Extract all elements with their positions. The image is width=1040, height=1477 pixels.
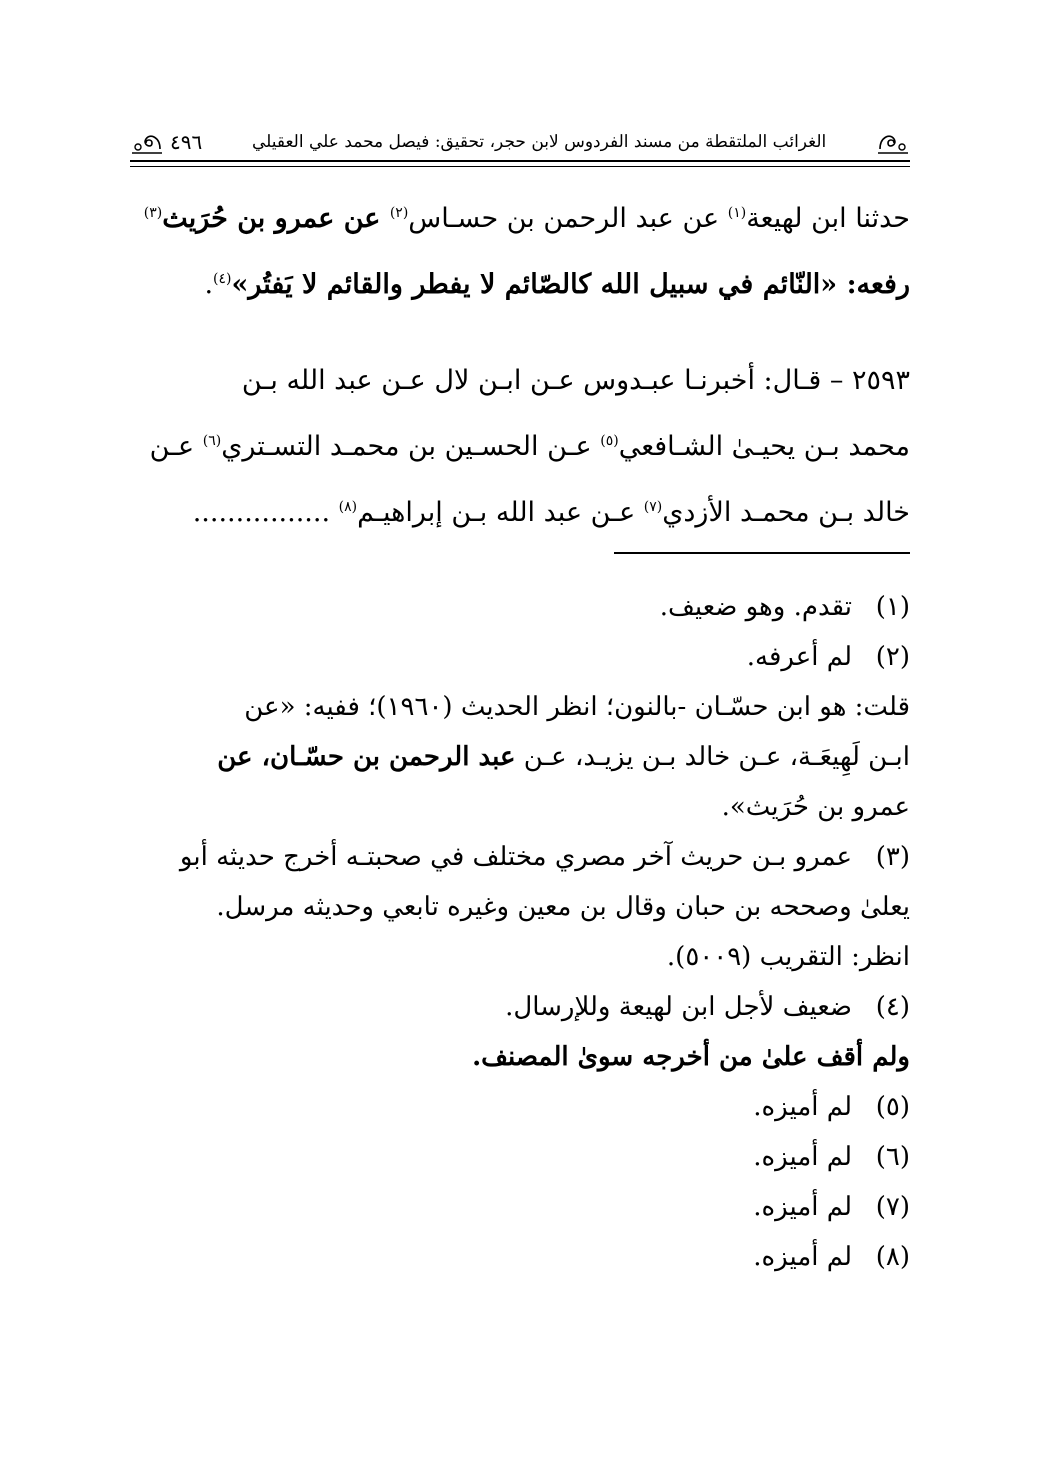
footnote-text: تقدم. وهو ضعيف. [659,592,852,622]
footnote-number: (٦) [875,1142,910,1172]
footnote-text: لم أميزه. [753,1192,852,1222]
footnote-ref: (٨) [338,499,358,515]
footnote [130,832,910,882]
ornament-icon [130,127,164,157]
footnote-text [130,732,910,782]
footnote [130,582,910,632]
main-text [130,186,910,546]
text-run-bold: عبد الرحمن بن حسّـان، عن [217,742,516,772]
footnote-text: عمرو بن حُرَيث». [721,792,910,822]
text-run-bold: عن عمرو بن حُرَيث [162,203,390,234]
footnote [130,1182,910,1232]
ornament-icon [876,127,910,157]
footnote-number: (١) [875,592,910,622]
footnote-text: لم أميزه. [753,1242,852,1272]
text-run: . [204,269,214,300]
footnote-text: عمرو بـن حريث آخر مصري مختلف في صحبتـه أخرج حديثه أبو [179,842,852,872]
text-run-bold: رفعه: [837,269,910,300]
footnote-number: (٧) [875,1192,910,1222]
footnote-number: (٨) [875,1242,910,1272]
text-line [130,414,910,480]
footnote [130,632,910,682]
footnote-ref: (١) [727,205,747,221]
footnote-ref: (٧) [643,499,663,515]
text-run: ابـن لَهِيعَـة، عـن خالد بـن يزيـد، عـن [515,742,910,772]
footnote-number: (٥) [875,1092,910,1122]
footnote-text: ضعيف لأجل ابن لهيعة وللإرسال. [505,992,852,1022]
footnote-number: (٢) [875,642,910,672]
text-run: خالد بـن محمـد الأزدي [662,497,910,528]
footnote [130,982,910,1032]
footnote-text: قلت: هو ابن حسّـان -بالنون؛ انظر الحديث (١٩٦٠)؛ ففيه: «عن [244,692,910,722]
footnote-text: لم أميزه. [753,1142,852,1172]
footnote [130,1082,910,1132]
footnote-ref: (٤) [213,271,232,287]
text-line [130,480,910,546]
footnote-text: لم أعرفه. [746,642,852,672]
footnote-text: ولم أقف علىٰ من أخرجه سوىٰ المصنف. [472,1042,910,1072]
footnote-number: (٤) [875,992,910,1022]
footnote-ref: (٥) [600,433,619,449]
text-run: عـن الحسـين بن محمـد التسـتري [221,431,601,462]
footnote [130,1132,910,1182]
running-header [130,124,910,160]
text-line [130,186,910,252]
footnotes [130,582,910,1282]
footnote-text: انظر: التقريب (٥٠٠٩). [666,942,910,972]
running-title: الغرائب الملتقطة من مسند الفردوس لابن حجر، تحقيق: فيصل محمد علي العقيلي [251,132,827,152]
footnote-ref: (٣) [143,205,163,221]
text-run: حدثنا ابن لهيعة [746,203,910,234]
hadith-text: «النّائم في سبيل الله كالصّائم لا يفطر والقائم لا يَفتُر» [231,269,838,300]
text-line [130,252,910,318]
hadith-number-line: ٢٥٩٣ – قـال: أخبرنـا عبـدوس عـن ابـن لال عـن عبد الله بـن [241,365,910,396]
footnote [130,1232,910,1282]
footnote-text: لم أميزه. [753,1092,852,1122]
footnote-ref: (٦) [202,433,222,449]
text-run: عن عبد الرحمن بن حسـاس [408,203,728,234]
text-run: محمد بـن يحيـىٰ الشـافعي [618,431,910,462]
footnote-ref: (٢) [389,205,409,221]
footnote-separator [614,552,910,554]
text-run: عـن عبد الله بـن إبراهيـم [357,497,644,528]
text-run: ................ [192,497,339,528]
header-rule [130,160,910,167]
footnote-number: (٣) [875,842,910,872]
page-number: ٤٩٦ [170,130,203,154]
text-run: عـن [149,431,203,462]
footnote-text: يعلىٰ وصححه بن حبان وقال بن معين وغيره تابعي وحديثه مرسل. [216,892,910,922]
